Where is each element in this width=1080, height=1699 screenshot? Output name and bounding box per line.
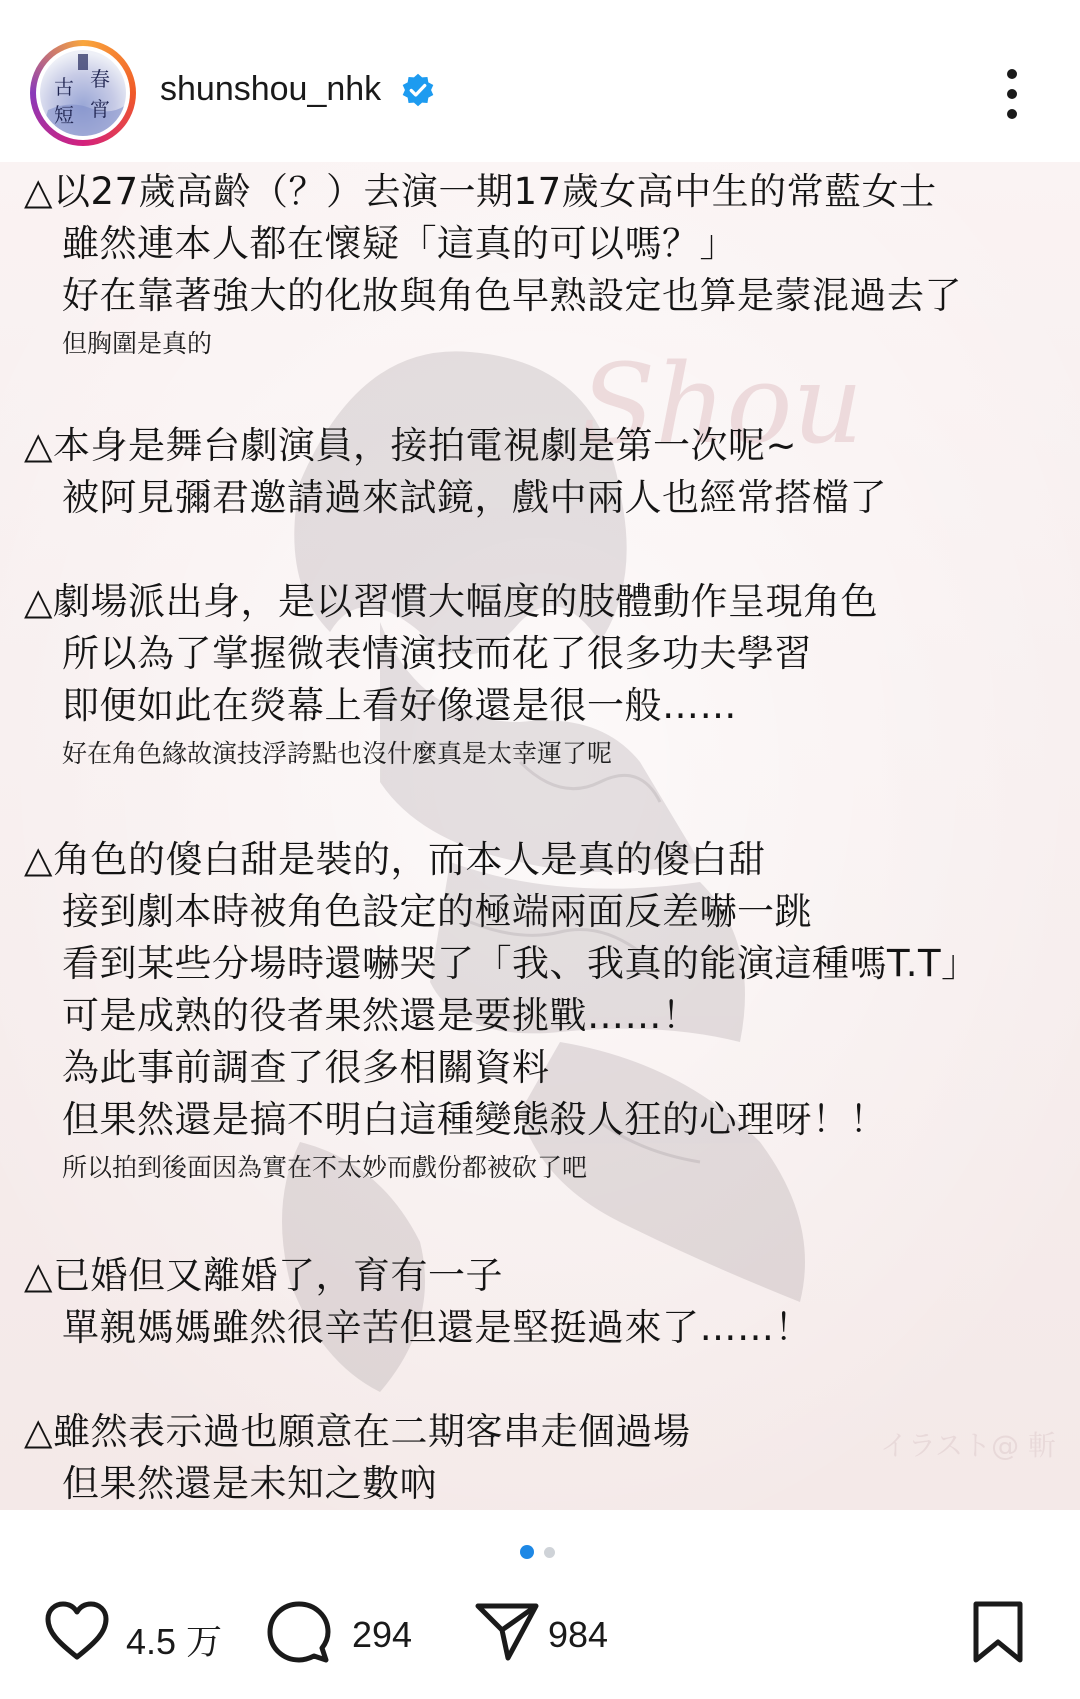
paragraph — [24, 1250, 812, 1354]
action-bar — [0, 1590, 1080, 1680]
heart-icon[interactable] — [44, 1600, 110, 1662]
like-count[interactable]: 4.5 万 — [126, 1621, 223, 1662]
carousel-dot-active[interactable] — [520, 1545, 534, 1559]
text-note: 好在角色緣故演技浮誇點也沒什麼真是太幸運了呢 — [62, 739, 613, 768]
text-note: 但胸圍是真的 — [62, 329, 213, 358]
share-icon[interactable] — [474, 1600, 540, 1662]
text-line: △劇場派出身，是以習慣大幅度的肢體動作呈現角色 — [24, 580, 878, 623]
post-image[interactable] — [0, 162, 1080, 1510]
text-line: △已婚但又離婚了，育有一子 — [24, 1254, 503, 1297]
illustration-credit: イラスト@ 斬 — [880, 1429, 1057, 1462]
comment-count[interactable]: 294 — [352, 1614, 413, 1655]
text-line: 好在靠著強大的化妝與角色早熟設定也算是蒙混過去了 — [62, 274, 962, 317]
paragraph — [24, 576, 878, 776]
username[interactable]: shunshou_nhk — [160, 70, 382, 108]
text-line: 但果然還是未知之數吶 — [62, 1462, 437, 1505]
avatar-char-4: 短 — [54, 103, 74, 127]
paragraph — [24, 166, 962, 366]
text-line: 即便如此在熒幕上看好像還是很一般…… — [62, 684, 737, 727]
text-line: 單親媽媽雖然很辛苦但還是堅挺過來了……！ — [62, 1306, 812, 1349]
share-count[interactable]: 984 — [548, 1614, 609, 1655]
text-line: 為此事前調查了很多相關資料 — [62, 1046, 550, 1089]
text-line: △雖然表示過也願意在二期客串走個過場 — [24, 1410, 691, 1453]
paragraph — [24, 420, 887, 524]
avatar[interactable] — [30, 40, 136, 146]
carousel-dot[interactable] — [544, 1547, 555, 1558]
avatar-char-3: 宵 — [90, 97, 110, 121]
avatar-char-2: 古 — [54, 75, 74, 99]
text-line: △本身是舞台劇演員，接拍電視劇是第一次呢~ — [24, 424, 797, 467]
paragraph — [24, 1406, 690, 1510]
text-line: 所以為了掌握微表情演技而花了很多功夫學習 — [62, 632, 812, 675]
text-line: 但果然還是搞不明白這種變態殺人狂的心理呀！！ — [62, 1098, 887, 1141]
paragraph — [24, 834, 979, 1190]
more-vertical-icon[interactable] — [1002, 68, 1022, 120]
background-script-text: Shou — [580, 340, 864, 468]
text-line: △以27歲高齡（？）去演一期17歲女高中生的常藍女士 — [24, 170, 937, 213]
bookmark-icon[interactable] — [970, 1600, 1026, 1664]
post-header — [0, 0, 1080, 162]
carousel-indicator — [0, 1545, 1080, 1565]
text-line: 雖然連本人都在懷疑「這真的可以嗎？」 — [62, 222, 737, 265]
text-line: 接到劇本時被角色設定的極端兩面反差嚇一跳 — [62, 890, 812, 933]
avatar-char-1: 春 — [90, 67, 110, 91]
text-line: 被阿見彌君邀請過來試鏡，戲中兩人也經常搭檔了 — [62, 476, 887, 519]
verified-badge-icon — [400, 72, 436, 108]
text-line: △角色的傻白甜是裝的，而本人是真的傻白甜 — [24, 838, 766, 881]
comment-icon[interactable] — [266, 1600, 332, 1666]
text-note: 所以拍到後面因為實在不太妙而戲份都被砍了吧 — [62, 1153, 588, 1182]
avatar-image — [40, 50, 126, 136]
text-line: 看到某些分場時還嚇哭了「我、我真的能演這種嗎T.T」 — [62, 942, 979, 985]
text-line: 可是成熟的役者果然還是要挑戰……！ — [62, 994, 700, 1037]
